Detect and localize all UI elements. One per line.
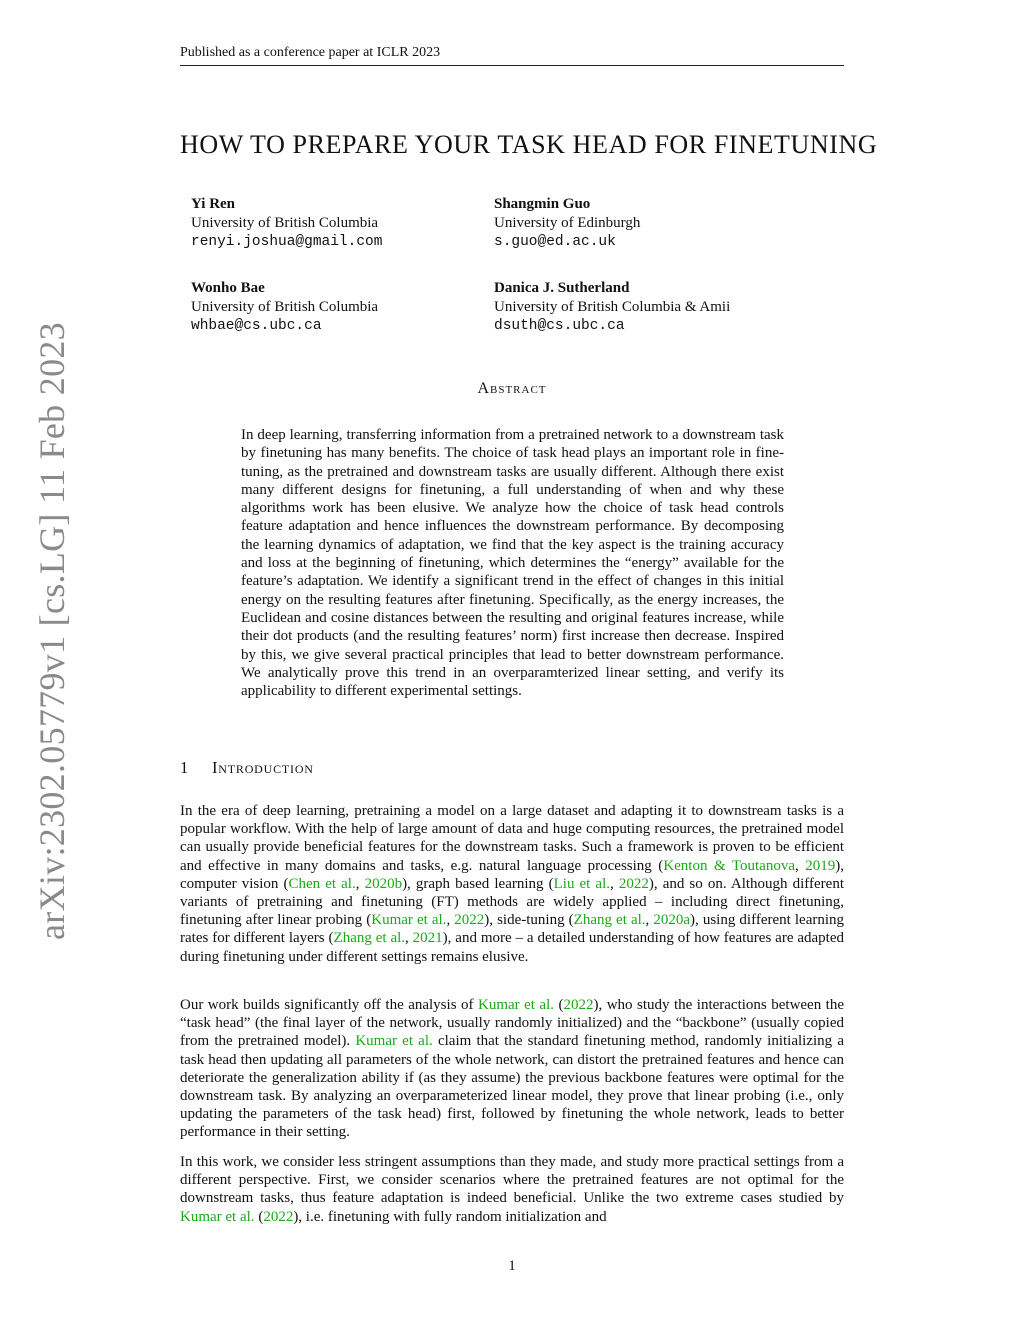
- paragraph-text: claim that the standard finetuning method, randomly initializing a task head then updating all parameters of the whole network, can distort the pretrained features and hence can deteriorate the generalization ability if (as they assume) the previous backbone features were optimal for the downstream task. By analyzing an overparameterized linear model, they prove that linear probing (i.e., only updating the parameters of the task head) first, followed by finetuning the whole network, leads to better performance in their setting.: [180, 1033, 845, 1141]
- author-block: [494, 195, 640, 252]
- paper-title: HOW TO PREPARE YOUR TASK HEAD FOR FINETUNING: [180, 130, 878, 159]
- intro-paragraph: [180, 1153, 844, 1226]
- citation-link[interactable]: 2022: [454, 912, 485, 929]
- citation-link[interactable]: Zhang et al.: [573, 912, 646, 929]
- author-block: [191, 195, 382, 252]
- venue-note: Published as a conference paper at ICLR 2023: [180, 44, 844, 66]
- paragraph-text: (: [554, 997, 564, 1013]
- citation-link[interactable]: Kumar et al.: [355, 1033, 433, 1050]
- citation-link[interactable]: Zhang et al.: [333, 930, 406, 947]
- citation-link[interactable]: 2022: [563, 997, 594, 1013]
- paragraph-text: ), computer vision (: [180, 857, 845, 892]
- author-email[interactable]: s.guo@ed.ac.uk: [494, 234, 616, 250]
- paragraph-text: In the era of deep learning, pretraining a model on a large dataset and adapting it to downstream tasks is a popular workflow. With the help of large amount of data and huge computing resources, the pretrained model can usually provide beneficial features for the downstream tasks. Such a framework is proven to be efficient and effective in many domains and tasks, e.g. natural language processing (: [180, 803, 844, 874]
- author-name: Shangmin Guo: [494, 196, 591, 212]
- abstract-heading: Abstract: [477, 380, 547, 397]
- paragraph-text: ), and so on. Although different variants of pretraining and finetuning (FT) methods are widely applied – including direct finetuning, finetuning after linear probing (: [180, 875, 844, 929]
- paragraph-text: ,: [610, 875, 619, 892]
- intro-paragraph: [180, 996, 844, 1142]
- section-heading: [180, 758, 314, 778]
- author-affiliation: University of Edinburgh: [494, 215, 641, 231]
- citation-link[interactable]: 2019: [805, 857, 836, 874]
- arxiv-identifier: arXiv:2302.05779v1 [cs.LG] 11 Feb 2023: [32, 322, 72, 940]
- section-number: 1: [180, 758, 190, 777]
- paragraph-text: ), i.e. finetuning with fully random initialization and: [293, 1208, 607, 1225]
- author-name: Danica J. Sutherland: [494, 280, 630, 296]
- citation-link[interactable]: Liu et al.: [553, 875, 611, 892]
- author-email[interactable]: whbae@cs.ubc.ca: [191, 318, 322, 334]
- citation-link[interactable]: Kumar et al.: [477, 997, 554, 1013]
- author-email[interactable]: dsuth@cs.ubc.ca: [494, 318, 625, 334]
- citation-link[interactable]: Kumar et al.: [371, 912, 447, 929]
- paragraph-text: ,: [355, 875, 365, 892]
- author-block: [191, 279, 378, 336]
- paragraph-text: ), graph based learning (: [402, 875, 554, 892]
- author-affiliation: University of British Columbia & Amii: [494, 299, 731, 315]
- citation-link[interactable]: 2020a: [653, 912, 691, 929]
- citation-link[interactable]: Kenton & Toutanova: [663, 857, 795, 874]
- citation-link[interactable]: Kumar et al.: [180, 1208, 255, 1225]
- paragraph-text: ), side-tuning (: [484, 912, 574, 929]
- author-name: Yi Ren: [191, 196, 236, 212]
- paragraph-text: ), who study the interactions between the “task head” (the final layer of the network, usually randomly initialized) and the “backbone” (usually copied from the pretrained model).: [180, 997, 845, 1050]
- abstract-text: In deep learning, transferring information from a pretrained network to a downstream task by finetuning has many benefits. The choice of task head plays an important role in fine-tuning, as the pretrained and downstream tasks are usually different. Although there exist many different designs for finetuning, a full understanding of when and why these algorithms work has been elusive. We analyze how the choice of task head controls feature adaptation and hence influences the downstream performance. By decomposing the learning dynamics of adaptation, we find that the key aspect is the training accuracy and loss at the beginning of finetuning, which determines the “energy” available for the feature’s adaptation. We identify a significant trend in the effect of changes in this initial energy on the resulting features after finetuning. Specifically, as the energy increases, the Euclidean and cosine distances between the resulting and original features increase, while their dot products (and the resulting features’ norm) first increase then decrease. Inspired by this, we give several practical principles that lead to better downstream performance. We analytically prove this trend in an overparamterized linear setting, and verify its applicability to different experimental settings.: [241, 427, 784, 700]
- paragraph-text: ,: [405, 930, 413, 947]
- author-block: [494, 279, 730, 336]
- author-name: Wonho Bae: [191, 280, 265, 296]
- citation-link[interactable]: 2021: [412, 930, 443, 947]
- page-number: 1: [508, 1258, 516, 1274]
- citation-link[interactable]: Chen et al.: [288, 875, 356, 892]
- author-email[interactable]: renyi.joshua@gmail.com: [191, 234, 383, 250]
- citation-link[interactable]: 2022: [618, 875, 649, 892]
- paragraph-text: Our work builds significantly off the analysis of: [180, 997, 478, 1013]
- author-affiliation: University of British Columbia: [191, 299, 379, 315]
- paragraph-text: (: [254, 1208, 264, 1225]
- paragraph-text: ,: [795, 857, 806, 874]
- paragraph-text: ,: [645, 912, 654, 929]
- paragraph-text: ), using different learning rates for different layers (: [180, 912, 845, 947]
- citation-link[interactable]: 2020b: [364, 875, 403, 892]
- section-title: Introduction: [212, 758, 314, 777]
- author-affiliation: University of British Columbia: [191, 215, 379, 231]
- paragraph-text: ,: [446, 912, 455, 929]
- intro-paragraph: [180, 802, 844, 966]
- paragraph-text: ), and more – a detailed understanding of how features are adapted during finetuning under different settings remains elusive.: [180, 930, 844, 965]
- paragraph-text: In this work, we consider less stringent assumptions than they made, and study more practical settings from a different perspective. First, we consider scenarios where the pretrained features are not optimal for the downstream tasks, thus feature adaptation is indeed beneficial. Unlike the two extreme cases studied by: [180, 1154, 844, 1207]
- citation-link[interactable]: 2022: [263, 1208, 294, 1225]
